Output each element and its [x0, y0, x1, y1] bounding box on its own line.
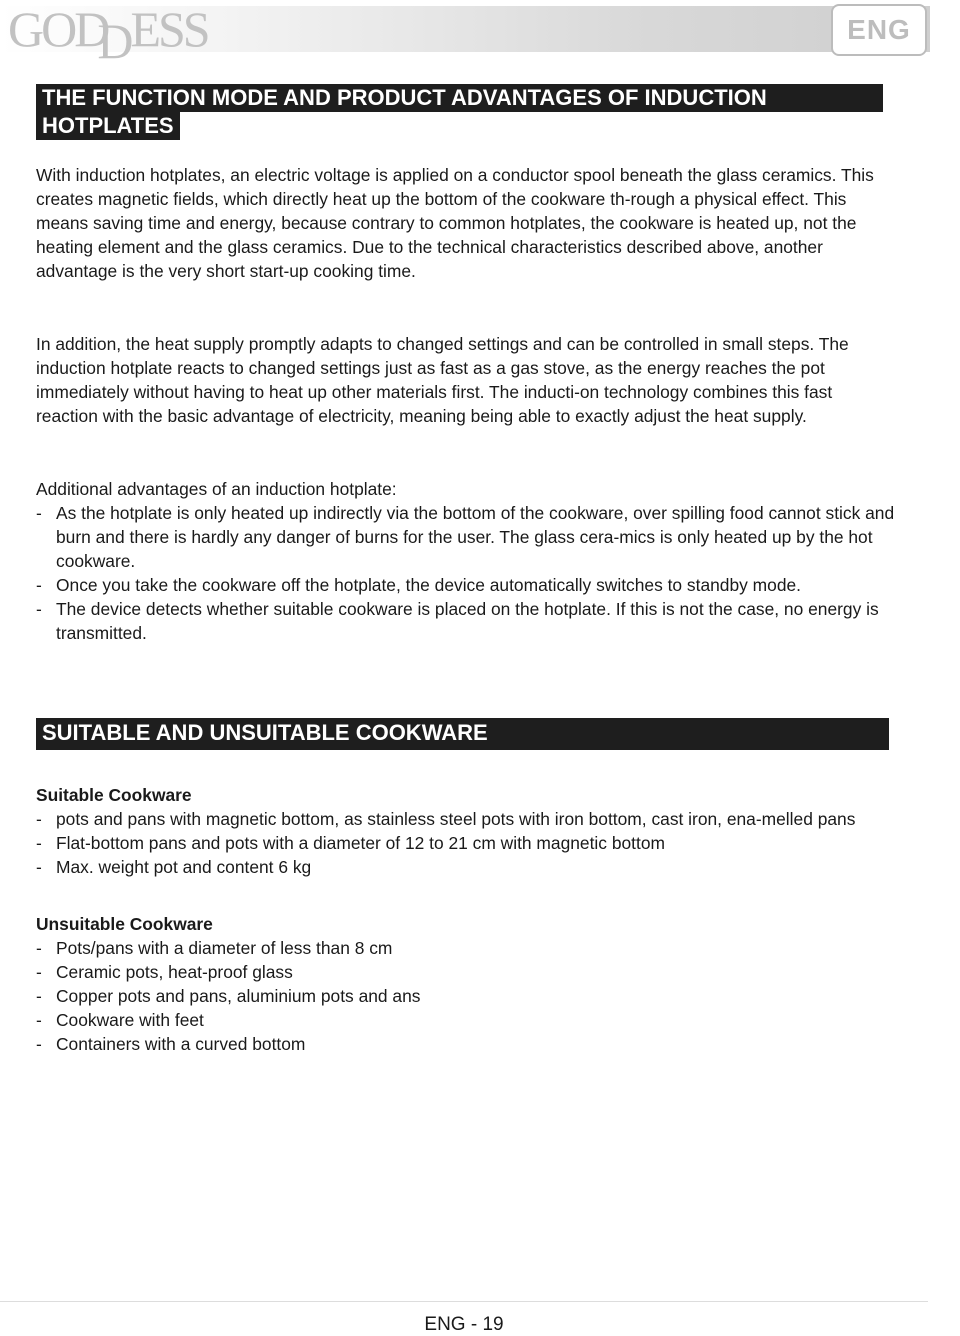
list-item — [36, 960, 896, 984]
list-item-text: Cookware with feet — [56, 1010, 204, 1031]
list-item-text: The device detects whether suitable cookware is placed on the hotplate. If this is not the case, no energy is transmitted. — [56, 599, 879, 644]
list-marker: - — [36, 857, 42, 878]
list-item-text: As the hotplate is only heated up indirectly via the bottom of the cookware, over spilling food cannot stick and burn and there is hardly any danger of burns for the user. The glass cera-mics is only heated up by the hot cookware. — [56, 503, 895, 572]
list-marker: - — [36, 1034, 42, 1055]
list-item-text: Flat-bottom pans and pots with a diameter of 12 to 21 cm with magnetic bottom — [56, 833, 665, 854]
list-item — [36, 501, 896, 573]
page-number: ENG - 19 — [424, 1314, 504, 1335]
list-item — [36, 807, 896, 831]
list-marker: - — [36, 809, 42, 829]
list-item — [36, 831, 896, 855]
body-paragraph: In addition, the heat supply promptly adapts to changed settings and can be controlled in small steps. The induction hotplate reacts to changed settings just as fast as a gas stove, as the energy reaches the pot immediately without having to heat up other materials first. The inducti-on technology combines this fast reaction with the basic advantage of electricity, meaning being able to exactly adjust the heat supply. — [36, 334, 849, 427]
list-item-text: Pots/pans with a diameter of less than 8 cm — [56, 938, 393, 958]
section-heading-line: SUITABLE AND UNSUITABLE COOKWARE — [36, 718, 889, 750]
logo-part: D — [97, 13, 131, 69]
list-marker: - — [36, 833, 42, 854]
logo-part: D — [74, 1, 108, 57]
list-item — [36, 597, 896, 645]
list-marker: - — [36, 1010, 42, 1031]
language-badge: ENG — [831, 4, 927, 56]
logo-part: GO — [8, 1, 75, 57]
list-item — [36, 1008, 896, 1032]
list-item-text: Containers with a curved bottom — [56, 1034, 306, 1055]
section-heading-line: THE FUNCTION MODE AND PRODUCT ADVANTAGES OF INDUCTION — [36, 84, 883, 112]
footer-divider — [0, 1301, 928, 1302]
list-item-text: Max. weight pot and content 6 kg — [56, 857, 312, 878]
list-item — [36, 573, 896, 597]
advantages-intro: Additional advantages of an induction hotplate: — [36, 479, 397, 499]
unsuitable-list — [36, 936, 896, 1056]
list-item-text: Ceramic pots, heat-proof glass — [56, 962, 293, 983]
list-marker: - — [36, 938, 42, 958]
list-item — [36, 855, 896, 879]
list-marker: - — [36, 962, 42, 983]
unsuitable-heading: Unsuitable Cookware — [36, 914, 213, 934]
section-heading — [36, 718, 889, 750]
list-item-text: pots and pans with magnetic bottom, as stainless steel pots with iron bottom, cast iron, ena-melled pans — [56, 809, 856, 829]
list-item-text: Copper pots and pans, aluminium pots and ans — [56, 986, 421, 1007]
section-heading-line: HOTPLATES — [36, 112, 180, 140]
list-item — [36, 984, 896, 1008]
brand-logo — [8, 1, 208, 69]
section-heading — [36, 84, 889, 140]
advantages-list — [36, 501, 896, 646]
suitable-heading: Suitable Cookware — [36, 785, 192, 805]
body-paragraph: With induction hotplates, an electric voltage is applied on a conductor spool beneath the glass ceramics. This creates magnetic fields, which directly heat up the bottom of the cookware th-rough a physical effect. This means saving time and energy, because contrary to common hotplates, the cookware is heated up, not the heating element and the glass ceramics. Due to the technical characteristics described above, another advantage is the very short start-up cooking time. — [36, 165, 874, 282]
list-marker: - — [36, 503, 42, 523]
list-marker: - — [36, 986, 42, 1007]
list-item — [36, 1032, 896, 1056]
list-item-text: Once you take the cookware off the hotplate, the device automatically switches to standby mode. — [56, 575, 802, 596]
list-item — [36, 936, 896, 960]
list-marker: - — [36, 575, 42, 596]
logo-part: ESS — [130, 1, 208, 57]
suitable-list — [36, 807, 896, 879]
list-marker: - — [36, 599, 42, 620]
